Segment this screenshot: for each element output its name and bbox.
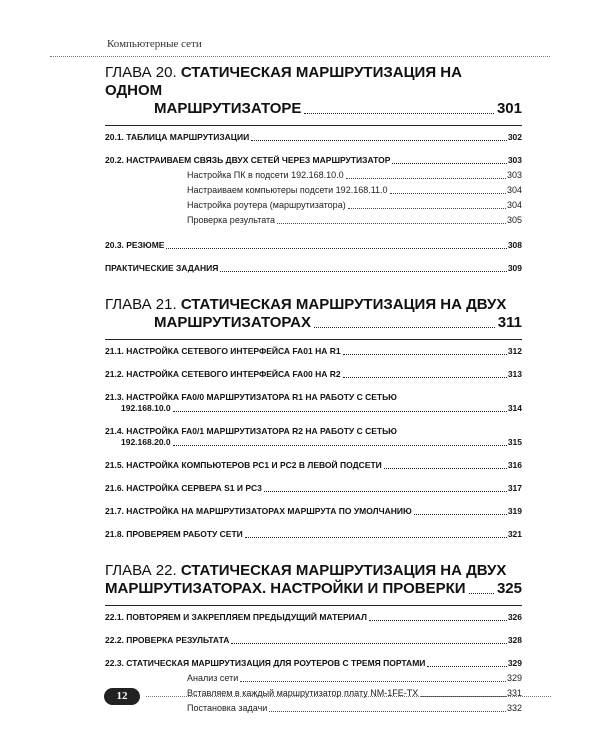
entry-page: 309	[507, 263, 522, 273]
chapter-number: ГЛАВА 21.	[105, 296, 177, 313]
chapter-rule	[105, 605, 522, 606]
toc-section-entry[interactable]	[105, 263, 522, 274]
chapter-rule	[105, 125, 522, 126]
entry-page: 326	[507, 612, 522, 622]
entry-label: 21.8. ПРОВЕРЯЕМ РАБОТУ СЕТИ	[105, 529, 243, 539]
entry-page: 308	[507, 240, 522, 250]
toc-section-entry[interactable]	[105, 506, 522, 517]
entry-label: 21.4. НАСТРОЙКА FA0/1 МАРШРУТИЗАТОРА R2 НА РАБОТУ С СЕТЬЮ	[105, 426, 397, 436]
entry-page: 303	[506, 170, 522, 180]
entry-page: 317	[507, 483, 522, 493]
entry-page: 316	[507, 460, 522, 470]
entry-label: 21.3. НАСТРОЙКА FA0/0 МАРШРУТИЗАТОРА R1 НА РАБОТУ С СЕТЬЮ	[105, 392, 397, 402]
toc-section-entry[interactable]	[105, 612, 522, 623]
toc-section-entry[interactable]	[105, 483, 522, 494]
chapter-page: 311	[497, 314, 522, 331]
toc-section-entry[interactable]	[105, 658, 522, 669]
entry-label: 21.2. НАСТРОЙКА СЕТЕВОГО ИНТЕРФЕЙСА FA00 НА R2	[105, 369, 341, 379]
entry-page: 305	[506, 215, 522, 225]
entry-page: 321	[507, 529, 522, 539]
chapter-21-heading[interactable]	[105, 296, 522, 332]
dot-leader	[348, 208, 506, 209]
entry-page: 304	[506, 185, 522, 195]
toc-subsection-entry[interactable]	[105, 671, 522, 686]
entry-label: 22.3. СТАТИЧЕСКАЯ МАРШРУТИЗАЦИЯ ДЛЯ РОУТЕРОВ С ТРЕМЯ ПОРТАМИ	[105, 658, 426, 668]
toc-section-entry[interactable]	[105, 426, 522, 448]
toc-section-entry[interactable]	[105, 346, 522, 357]
chapter-title-line2: МАРШРУТИЗАТОРЕ	[154, 100, 302, 117]
dot-leader	[343, 377, 507, 378]
chapter-20-heading[interactable]	[105, 64, 522, 118]
entry-page: 303	[507, 155, 522, 165]
entry-page: 304	[506, 200, 522, 210]
entry-label: 20.2. НАСТРАИВАЕМ СВЯЗЬ ДВУХ СЕТЕЙ ЧЕРЕЗ МАРШРУТИЗАТОР	[105, 155, 391, 165]
dot-leader	[240, 681, 506, 682]
entry-page: 329	[507, 658, 522, 668]
chapter-22-heading[interactable]	[105, 562, 522, 598]
entry-page: 302	[507, 132, 522, 142]
entry-label-continued: 192.168.20.0	[121, 437, 171, 447]
dot-leader	[173, 445, 507, 446]
dot-leader	[277, 223, 506, 224]
entry-page: 328	[507, 635, 522, 645]
toc-section-entry[interactable]	[105, 240, 522, 251]
toc-subsection-entry[interactable]	[105, 701, 522, 716]
toc-subsection-entry[interactable]	[105, 686, 522, 701]
entry-page: 329	[506, 673, 522, 683]
entry-page: 313	[507, 369, 522, 379]
entry-label: 20.1. ТАБЛИЦА МАРШРУТИЗАЦИИ	[105, 132, 250, 142]
toc-section-entry[interactable]	[105, 392, 522, 414]
entry-label: 21.5. НАСТРОЙКА КОМПЬЮТЕРОВ PC1 И PC2 В ЛЕВОЙ ПОДСЕТИ	[105, 460, 382, 470]
dot-leader	[245, 537, 507, 538]
table-of-contents	[105, 64, 522, 716]
toc-section-entry[interactable]	[105, 529, 522, 540]
toc-subsection-entry[interactable]	[105, 183, 522, 198]
dot-leader	[414, 514, 507, 515]
chapter-gap	[105, 274, 522, 296]
entry-label: Анализ сети	[187, 673, 239, 683]
dot-leader	[166, 248, 506, 249]
entry-label: Постановка задачи	[187, 703, 268, 713]
top-dotted-rule	[50, 56, 550, 57]
dot-leader	[220, 271, 507, 272]
chapter-page: 301	[496, 100, 522, 117]
entry-label: Настройка роутера (маршрутизатора)	[187, 200, 346, 210]
dot-leader	[346, 178, 506, 179]
toc-subsection-entry[interactable]	[105, 168, 522, 183]
entry-label: 21.1. НАСТРОЙКА СЕТЕВОГО ИНТЕРФЕЙСА FA01 НА R1	[105, 346, 341, 356]
entry-label: 22.2. ПРОВЕРКА РЕЗУЛЬТАТА	[105, 635, 230, 645]
chapter-number: ГЛАВА 20.	[105, 64, 177, 81]
dot-leader	[269, 711, 506, 712]
dot-leader	[173, 411, 507, 412]
toc-section-entry[interactable]	[105, 132, 522, 143]
dot-leader	[343, 354, 507, 355]
entry-label: 21.7. НАСТРОЙКА НА МАРШРУТИЗАТОРАХ МАРШРУТА ПО УМОЛЧАНИЮ	[105, 506, 412, 516]
toc-section-entry[interactable]	[105, 369, 522, 380]
entry-label: 20.3. РЕЗЮМЕ	[105, 240, 165, 250]
entry-page: 314	[507, 403, 522, 413]
entry-page: 312	[507, 346, 522, 356]
toc-section-entry[interactable]	[105, 460, 522, 471]
bottom-dotted-rule	[146, 696, 551, 697]
chapter-title-line1: СТАТИЧЕСКАЯ МАРШРУТИЗАЦИЯ НА ДВУХ	[180, 296, 507, 313]
entry-page: 332	[506, 703, 522, 713]
dot-leader	[314, 327, 495, 328]
entry-label: Настройка ПК в подсети 192.168.10.0	[187, 170, 344, 180]
dot-leader	[264, 491, 507, 492]
chapter-rule	[105, 339, 522, 340]
chapter-title-line1: СТАТИЧЕСКАЯ МАРШРУТИЗАЦИЯ НА ОДНОМ	[105, 64, 462, 99]
dot-leader	[369, 620, 507, 621]
toc-section-entry[interactable]	[105, 635, 522, 646]
chapter-title-line1: СТАТИЧЕСКАЯ МАРШРУТИЗАЦИЯ НА ДВУХ	[180, 562, 507, 579]
page-number-badge: 12	[104, 688, 140, 705]
entry-label: Вставляем в каждый маршрутизатор плату NM-1FE-TX	[187, 688, 419, 698]
entry-page: 319	[507, 506, 522, 516]
dot-leader	[392, 163, 506, 164]
entry-label: 21.6. НАСТРОЙКА СЕРВЕРА S1 И PC3	[105, 483, 262, 493]
toc-section-entry[interactable]	[105, 155, 522, 166]
toc-subsection-entry[interactable]	[105, 198, 522, 213]
chapter-gap	[105, 540, 522, 562]
entry-label: ПРАКТИЧЕСКИЕ ЗАДАНИЯ	[105, 263, 219, 273]
chapter-title-line2: МАРШРУТИЗАТОРАХ. НАСТРОЙКИ И ПРОВЕРКИ	[105, 580, 466, 597]
entry-page: 331	[506, 688, 522, 698]
dot-leader	[304, 113, 494, 114]
entry-label: Настраиваем компьютеры подсети 192.168.11.0	[187, 185, 388, 195]
running-head: Компьютерные сети	[107, 38, 202, 50]
chapter-title-line2: МАРШРУТИЗАТОРАХ	[154, 314, 311, 331]
dot-leader	[384, 468, 507, 469]
entry-label-continued: 192.168.10.0	[121, 403, 171, 413]
entry-label: 22.1. ПОВТОРЯЕМ И ЗАКРЕПЛЯЕМ ПРЕДЫДУЩИЙ МАТЕРИАЛ	[105, 612, 367, 622]
dot-leader	[427, 666, 506, 667]
chapter-page: 325	[496, 580, 522, 597]
dot-leader	[469, 593, 494, 594]
dot-leader	[390, 193, 506, 194]
entry-label: Проверка результата	[187, 215, 276, 225]
chapter-number: ГЛАВА 22.	[105, 562, 177, 579]
entry-page: 315	[507, 437, 522, 447]
dot-leader	[251, 140, 507, 141]
dot-leader	[231, 643, 506, 644]
toc-subsection-entry[interactable]	[105, 213, 522, 228]
